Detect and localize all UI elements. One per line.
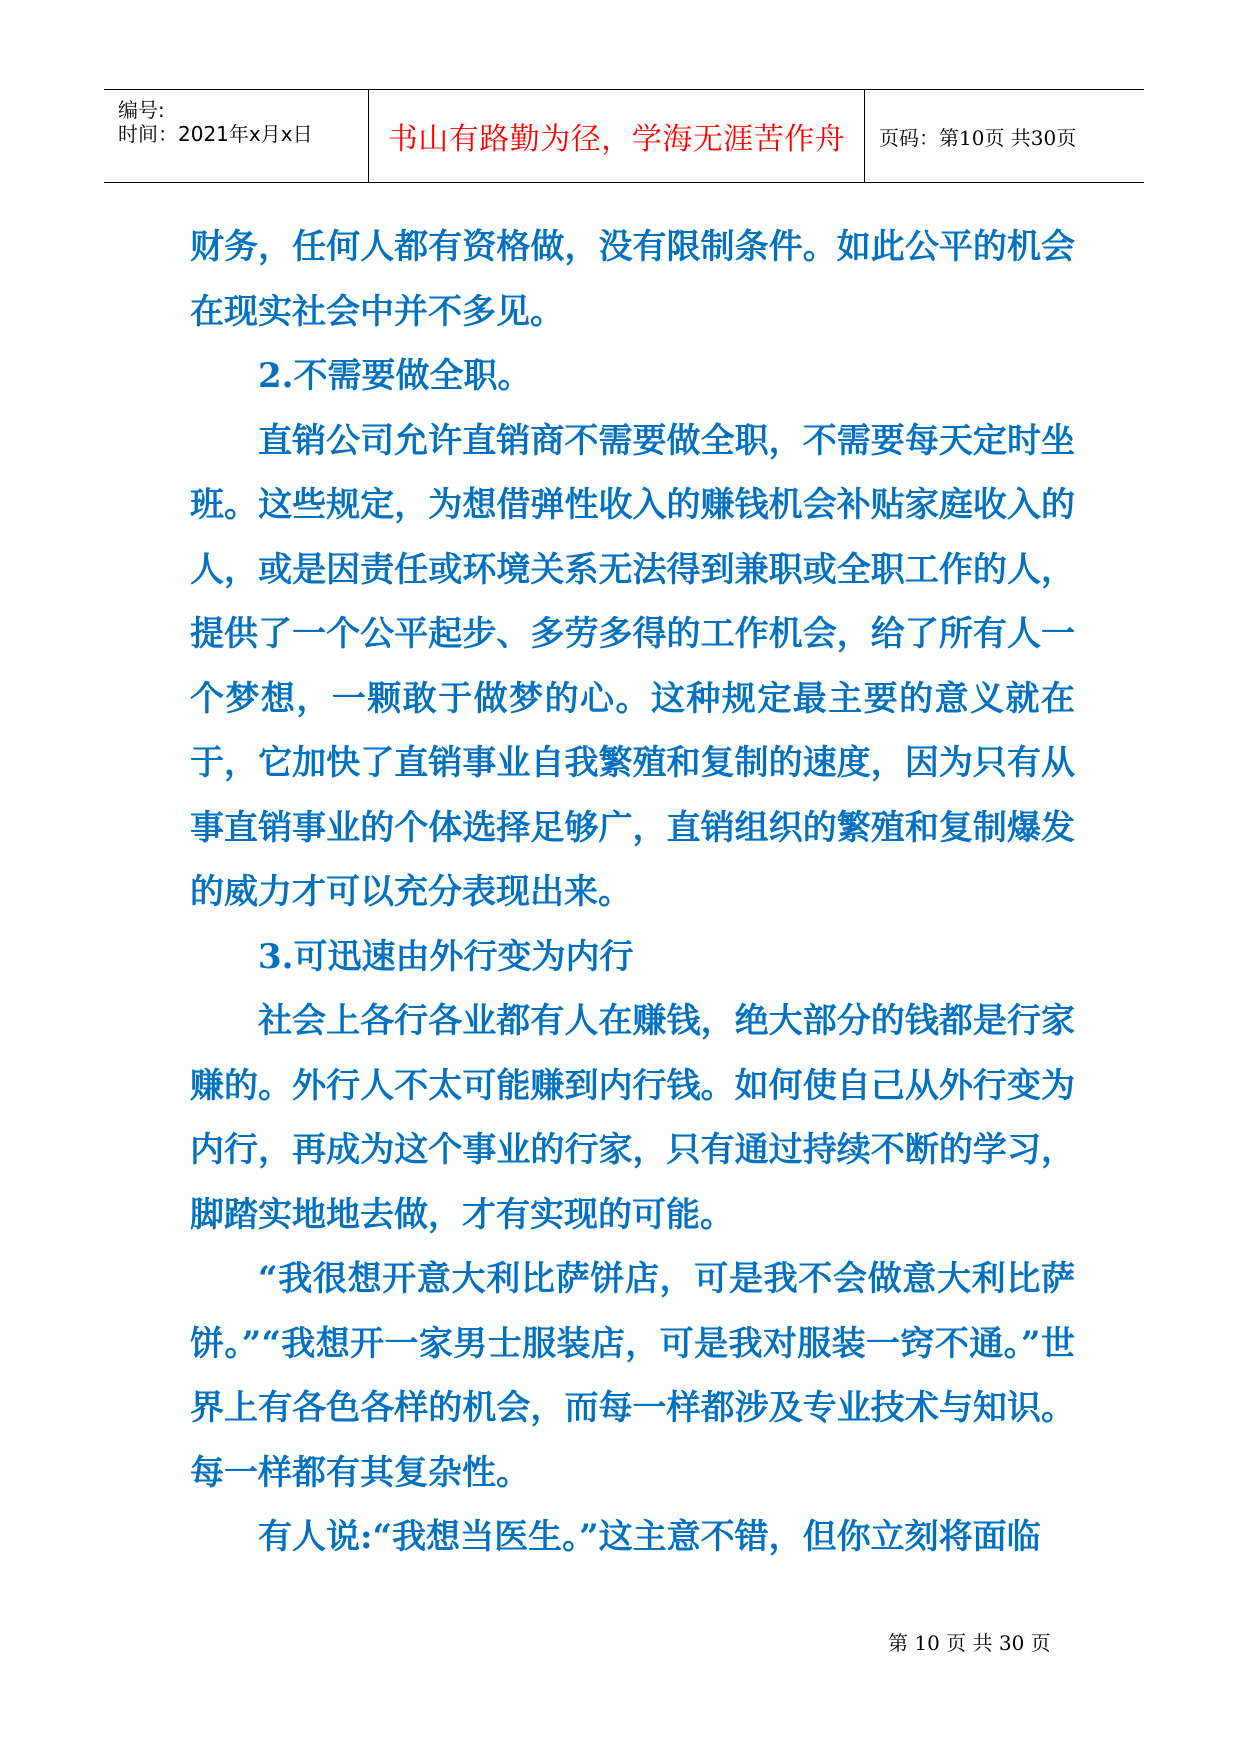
- time-label: 时间：2021年x月x日: [118, 122, 313, 146]
- paragraph: 直销公司允许直销商不需要做全职，不需要每天定时坐班。这些规定，为想借弹性收入的赚钱机会补贴家庭收入的人，或是因责任或环境关系无法得到兼职或全职工作的人，提供了一个公平起步、多劳多得的工作机会，给了所有人一个梦想，一颗敢于做梦的心。这种规定最主要的意义就在于，它加快了直销事业自我繁殖和复制的速度，因为只有从事直销事业的个体选择足够广，直销组织的繁殖和复制爆发的威力才可以充分表现出来。: [190, 420, 1075, 912]
- paragraph: 社会上各行各业都有人在赚钱，绝大部分的钱都是行家赚的。外行人不太可能赚到内行钱。如何使自己从外行变为内行，再成为这个事业的行家，只有通过持续不断的学习，脚踏实地地去做，才有实现的可能。: [190, 1001, 1075, 1235]
- section-heading: 3.可迅速由外行变为内行: [258, 936, 634, 977]
- page-header: [104, 89, 1144, 183]
- header-motto-cell: [369, 90, 865, 182]
- document-body: [190, 215, 1075, 1570]
- page-code: 页码：第10页 共30页: [879, 125, 1077, 150]
- number-label: 编号:: [118, 98, 165, 122]
- header-info-cell: [104, 90, 369, 182]
- motto-text: 书山有路勤为径，学海无涯苦作舟: [387, 122, 846, 157]
- section-heading: 2.不需要做全职。: [258, 356, 532, 396]
- header-page-cell: [865, 90, 1144, 182]
- paragraph: “我很想开意大利比萨饼店，可是我不会做意大利比萨饼。”“我想开一家男士服装店，可是我对服装一窍不通。”世界上有各色各样的机会，而每一样都涉及专业技术与知识。每一样都有其复杂性。: [190, 1259, 1075, 1493]
- paragraph: 财务，任何人都有资格做，没有限制条件。如此公平的机会在现实社会中并不多见。: [190, 227, 1075, 332]
- paragraph: 有人说:“我想当医生。”这主意不错，但你立刻将面临: [258, 1517, 1041, 1557]
- page-footer: 第 10 页 共 30 页: [888, 1631, 1051, 1655]
